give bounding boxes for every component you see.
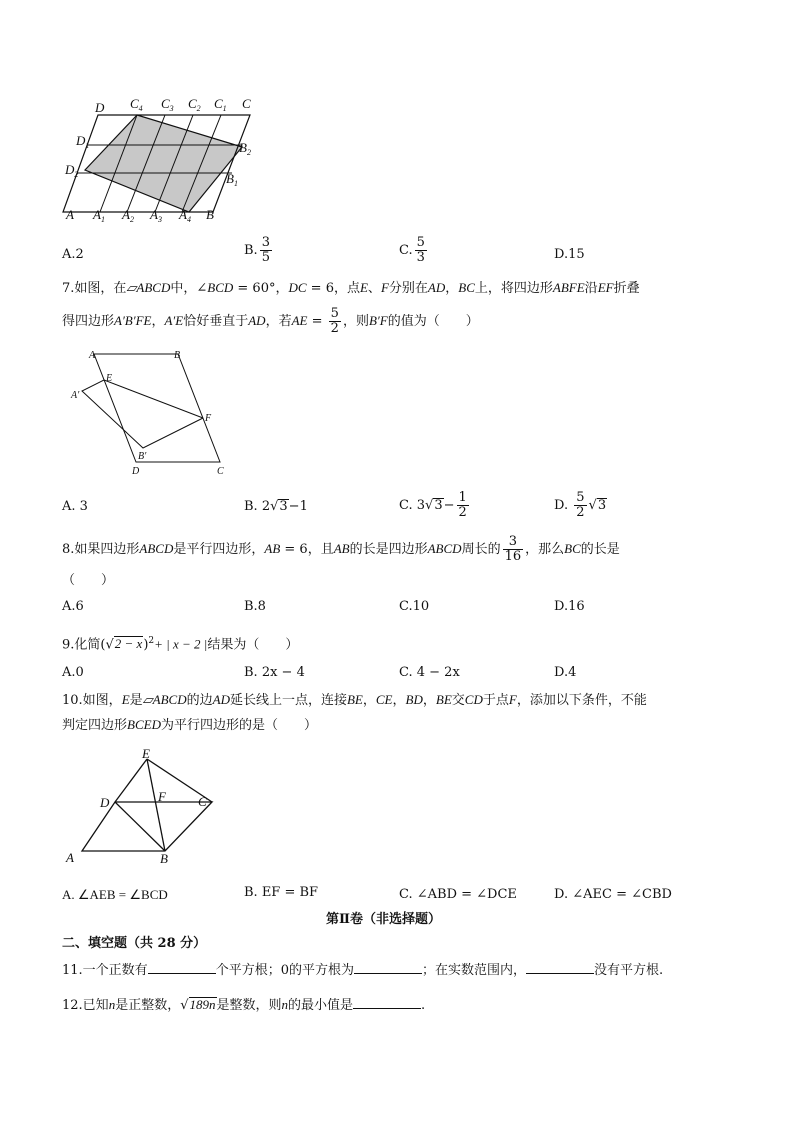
- q7-option-b: B. 2√3−1: [244, 499, 308, 514]
- q8-stem: 8.如果四边形ABCD是平行四边形，AB = 6，且AB的长是四边形ABCD周长的 $\frac{3}{16}$ ，那么BC的长是: [62, 534, 620, 564]
- q11-blank-1[interactable]: [148, 960, 216, 974]
- q8-option-d: D.16: [554, 599, 585, 614]
- q6-option-c: C. $\frac{5}{3}$: [399, 235, 425, 265]
- q7-label-A: A: [89, 350, 96, 361]
- label-B1: $B_1$: [226, 171, 238, 188]
- label-B: B: [206, 207, 214, 222]
- q10-label-D: D: [100, 795, 110, 810]
- label-B2: $B_2$: [239, 140, 251, 157]
- q10-label-C: C: [198, 794, 207, 809]
- label-A4: $A_4$: [179, 207, 191, 224]
- q7-stem-line2: 得四边形A′B′FE，A′E恰好垂直于AD，若AE = $\frac{5}{2}$ ，则B′F的值为（ ）: [62, 306, 479, 336]
- q7-label-D: D: [132, 466, 140, 477]
- q9-option-d: D.4: [554, 665, 577, 680]
- q8-paren: （ ）: [62, 573, 115, 588]
- part-title: 二、填空题（共 28 分）: [62, 936, 207, 951]
- q10-option-a: A. ∠AEB = ∠BCD: [62, 887, 168, 902]
- label-C4: $C_4$: [130, 96, 143, 113]
- q6-option-a: A.2: [62, 247, 84, 262]
- label-D1: $D_1$: [76, 133, 90, 150]
- q9-option-a: A.0: [62, 665, 84, 680]
- q7-stem-line1: 7.如图，在▱ABCD中，∠BCD = 60°，DC = 6，点E、F分别在AD，BC上，将四边形ABFE沿EF折叠: [62, 280, 640, 296]
- q7-label-Aprime: A′: [71, 390, 80, 401]
- q10-label-B: B: [160, 851, 168, 866]
- label-C: C: [242, 96, 251, 111]
- q7-option-a: A. 3: [62, 499, 88, 514]
- label-A2: $A_2$: [122, 207, 134, 224]
- label-A1: $A_1$: [93, 207, 105, 224]
- q7-label-F: F: [205, 413, 212, 424]
- q7-label-Bprime: B′: [138, 451, 147, 462]
- q9-option-c: C. 4 − 2x: [399, 665, 460, 680]
- q10-stem-line1: 10.如图，E是▱ABCD的边AD延长线上一点，连接BE，CE，BD，BE交CD于点F，添加以下条件，不能: [62, 692, 647, 708]
- label-A3: $A_3$: [150, 207, 162, 224]
- q7-label-B: B: [174, 350, 181, 361]
- q6-option-d: D.15: [554, 247, 585, 262]
- q10-option-c: C. ∠ABD = ∠DCE: [399, 887, 517, 902]
- q8-option-c: C.10: [399, 599, 430, 614]
- figure-q7-fold: [66, 346, 236, 478]
- q12-stem: 12.已知n是正整数，√189n是整数，则n的最小值是 .: [62, 997, 426, 1013]
- q9-option-b: B. 2x − 4: [244, 665, 305, 680]
- q7-label-C: C: [217, 466, 224, 477]
- q11-blank-2[interactable]: [354, 960, 422, 974]
- q11-blank-3[interactable]: [526, 960, 594, 974]
- label-C1: $C_1$: [214, 96, 227, 113]
- q12-blank[interactable]: [353, 995, 421, 1009]
- section-title: 第Ⅱ卷（非选择题）: [326, 912, 441, 927]
- figure-q10-parallelogram: [62, 744, 222, 866]
- q7-label-E: E: [106, 373, 113, 384]
- q8-option-b: B.8: [244, 599, 266, 614]
- q10-label-E: E: [142, 746, 150, 761]
- label-C3: $C_3$: [161, 96, 174, 113]
- q10-option-b: B. EF = BF: [244, 885, 319, 900]
- q7-option-c: C. 3√3− $\frac{1}{2}$: [399, 490, 467, 520]
- label-C2: $C_2$: [188, 96, 201, 113]
- q9-stem: 9.化简$(√2 - x)^2+$ | x − 2 |结果为（ ）: [62, 636, 299, 653]
- q8-option-a: A.6: [62, 599, 84, 614]
- label-D: D: [95, 100, 105, 115]
- q11-stem: 11.一个正数有 个平方根；0的平方根为 ；在实数范围内， 没有平方根.: [62, 960, 663, 980]
- figure-q6-grid-parallelogram: [60, 95, 270, 225]
- label-A: A: [66, 207, 74, 222]
- q10-option-d: D. ∠AEC = ∠CBD: [554, 887, 672, 902]
- q10-label-F: F: [158, 789, 166, 804]
- q10-stem-line2: 判定四边形BCED为平行四边形的是（ ）: [62, 717, 317, 733]
- label-D2: $D_2$: [65, 162, 79, 179]
- q10-label-A: A: [66, 850, 74, 865]
- q7-option-d: D. $\frac{5}{2}$ √3: [554, 490, 607, 520]
- q6-option-b: B. $\frac{3}{5}$: [244, 235, 270, 265]
